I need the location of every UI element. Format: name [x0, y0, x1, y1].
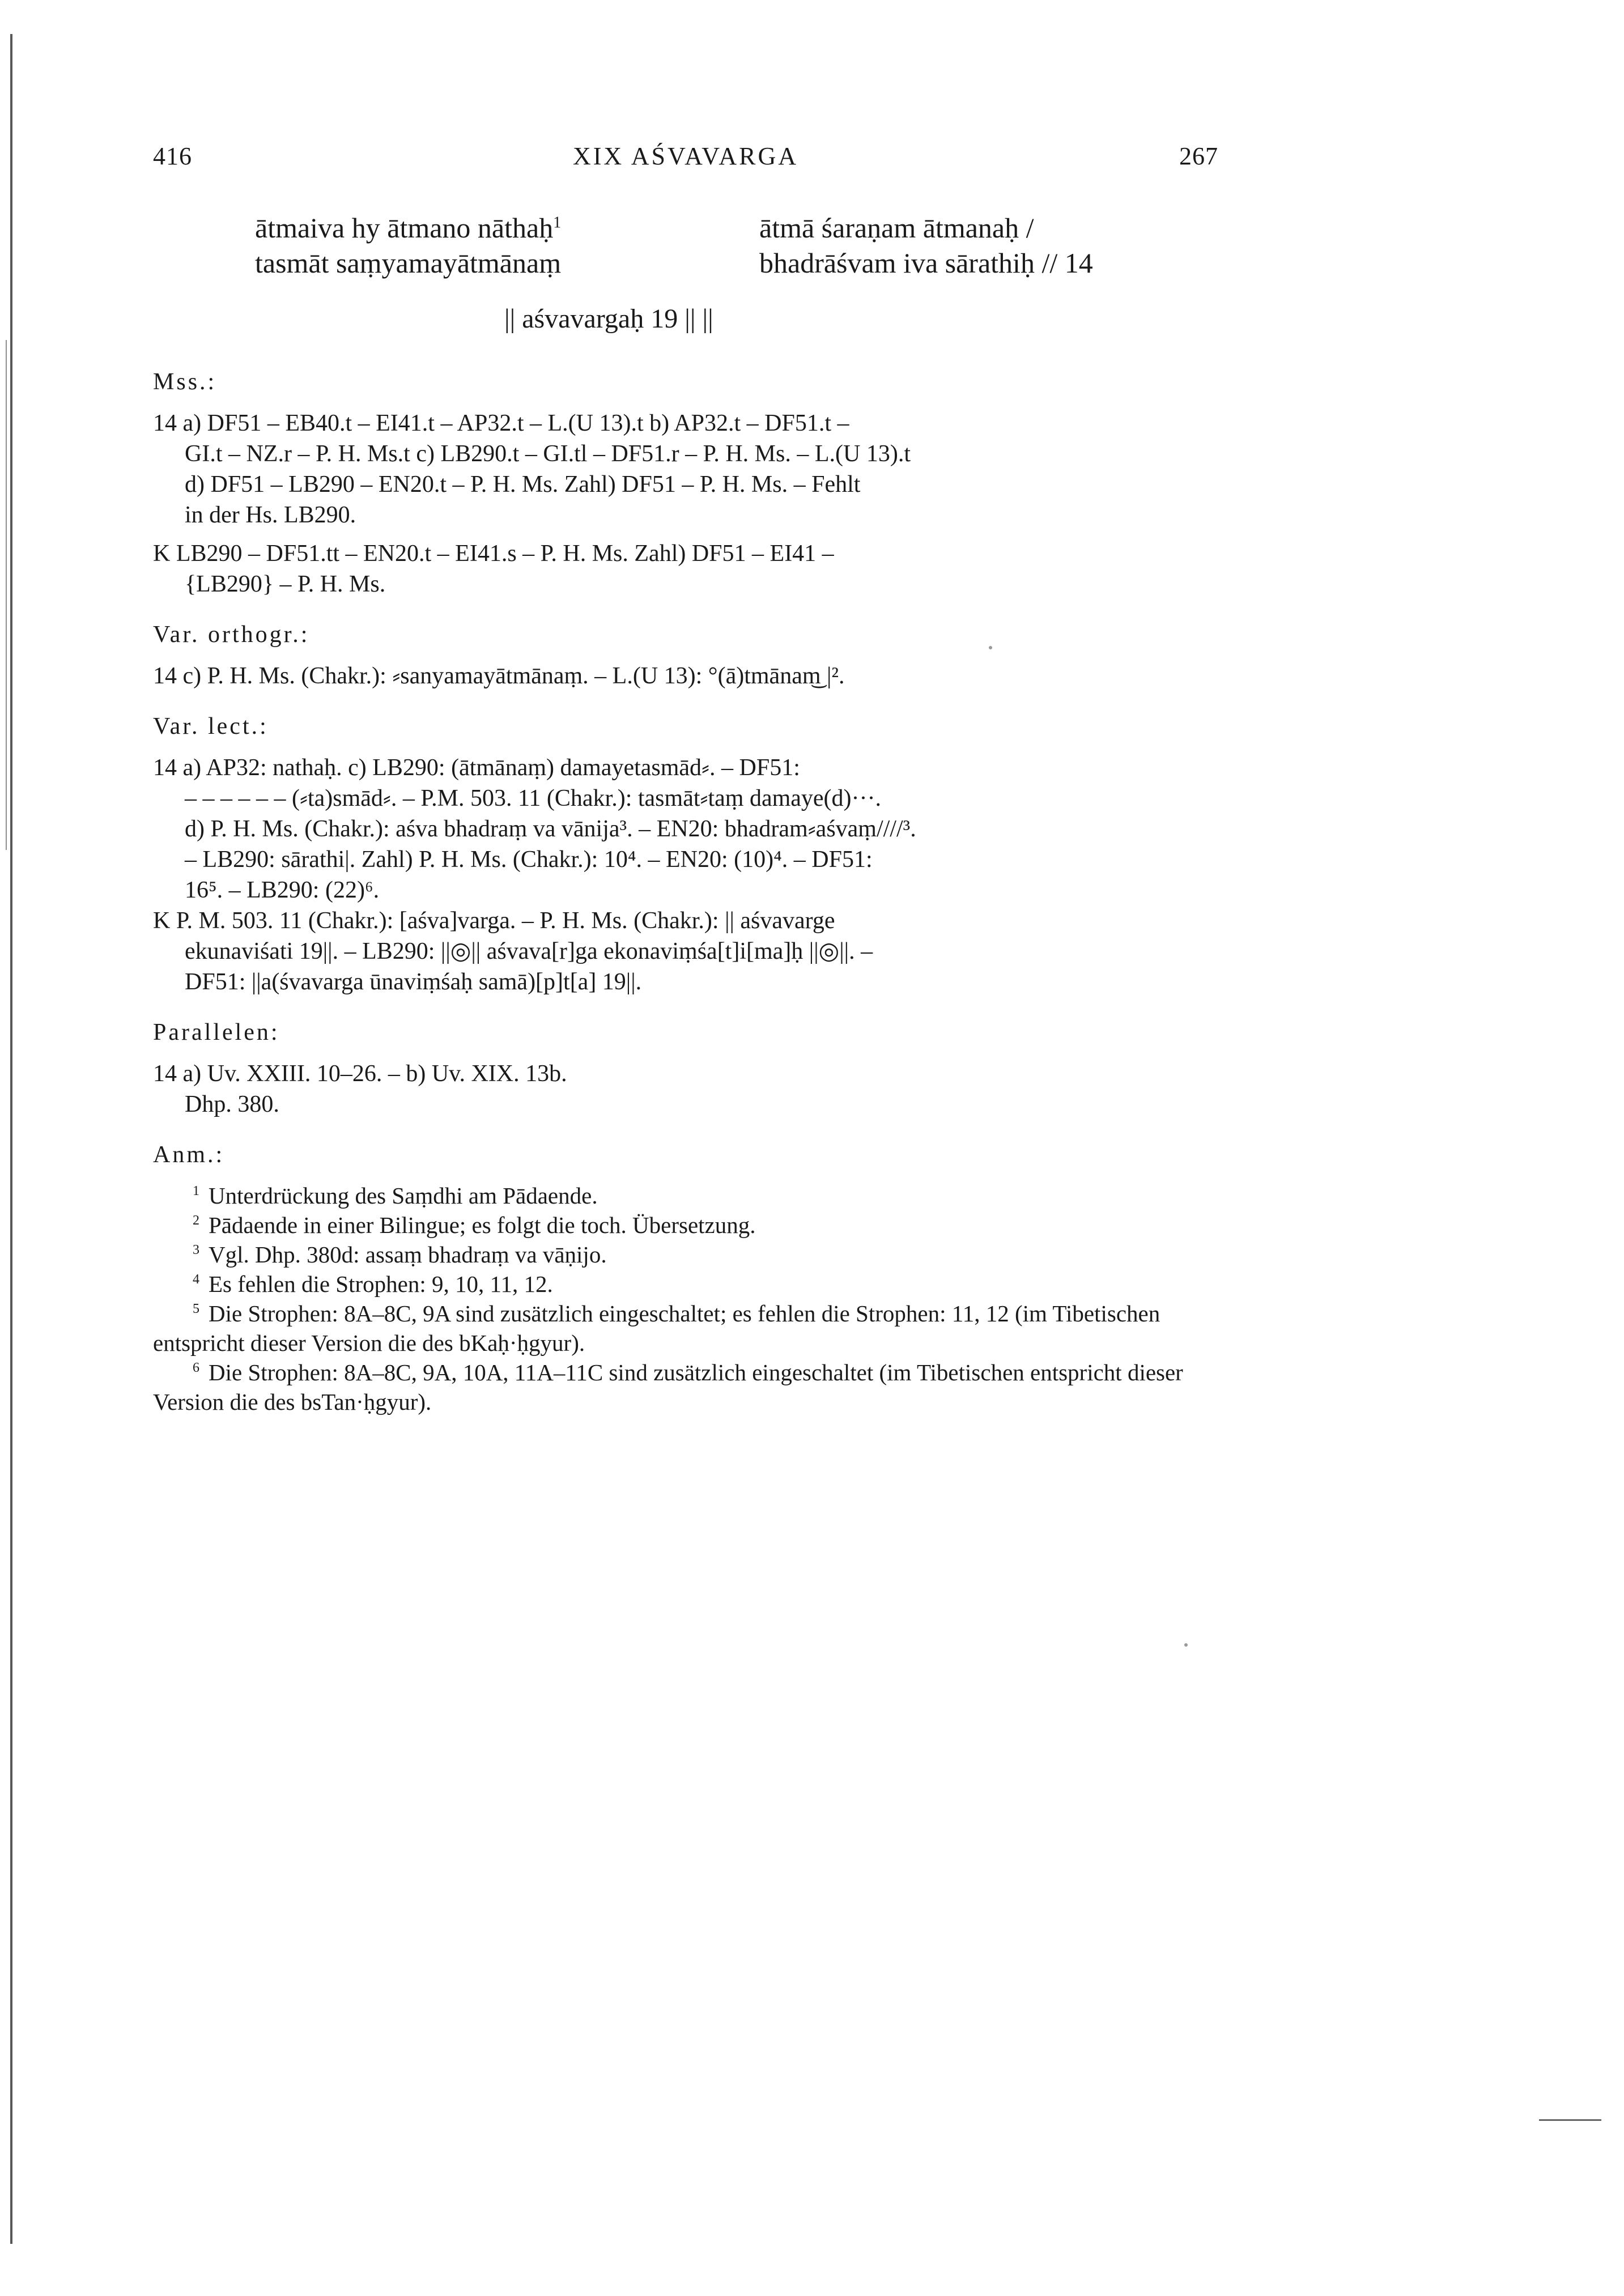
- mss-k-line: {LB290} – P. H. Ms.: [185, 571, 386, 597]
- footnote-number: 6: [193, 1360, 199, 1376]
- lect-k-line: K P. M. 503. 11 (Chakr.): [aśva]varga. – P. H. Ms. (Chakr.): || aśvavarge: [153, 908, 835, 934]
- scan-edge-left: [10, 34, 12, 2244]
- verse-line-2: [255, 245, 1218, 280]
- footnote-number: 2: [193, 1213, 199, 1228]
- section-label-orthogr: Var. orthogr.:: [153, 622, 310, 648]
- lect-k-line: DF51: ||a(śvavarga ūnaviṃśaḥ samā)[p]t[a] 19||.: [185, 969, 642, 995]
- mss-line: in der Hs. LB290.: [185, 502, 356, 528]
- section-label-parallelen: Parallelen:: [153, 1019, 280, 1045]
- running-head: [153, 142, 1218, 171]
- footnote-ref: 1: [553, 214, 562, 232]
- running-title: XIX AŚVAVARGA: [572, 142, 798, 170]
- parallelen-line: 14 a) Uv. XXIII. 10–26. – b) Uv. XIX. 13b.: [153, 1061, 567, 1087]
- lect-line: d) P. H. Ms. (Chakr.): aśva bhadraṃ va vānija³. – EN20: bhadram⸗aśvaṃ////³.: [185, 816, 916, 842]
- footnote: $^5$ Die Strophen: 8A–8C, 9A sind zusätzlich eingeschaltet; es fehlen die Strophen: 11, 12 (im Tibetischen entspricht dieser Version die des bKaḥ·ḥgyur).: [153, 1300, 1160, 1356]
- mss-line: GI.t – NZ.r – P. H. Ms.t c) LB290.t – GI.tl – DF51.r – P. H. Ms. – L.(U 13).t: [185, 441, 911, 467]
- mss-section: [153, 368, 1218, 599]
- lect-line: – LB290: sārathi|. Zahl) P. H. Ms. (Chakr.): 10⁴. – EN20: (10)⁴. – DF51:: [185, 847, 873, 873]
- verse-block: [255, 210, 1218, 280]
- scan-mark-right: [1539, 2119, 1601, 2121]
- orthogr-section: [153, 621, 1218, 691]
- footnote: $^2$ Pādaende in einer Bilingue; es folgt die toch. Übersetzung.: [193, 1212, 756, 1238]
- parallelen-line: Dhp. 380.: [185, 1091, 279, 1117]
- footnote-number: 4: [193, 1272, 199, 1287]
- section-label-lect: Var. lect.:: [153, 713, 269, 739]
- footnote-number: 3: [193, 1243, 199, 1258]
- lect-section: [153, 713, 1218, 997]
- footnote-number: 5: [193, 1302, 199, 1317]
- parallelen-section: [153, 1019, 1218, 1120]
- footnote: $^4$ Es fehlen die Strophen: 9, 10, 11, 12.: [193, 1271, 553, 1297]
- document-page: [153, 142, 1218, 1417]
- lect-k-line: ekunaviśati 19||. – LB290: ||◎|| aśvava[r]ga ekonaviṃśa[t]i[ma]ḥ ||◎||. –: [185, 938, 873, 964]
- pada-d: bhadrāśvam iva sārathiḥ // 14: [759, 247, 1093, 279]
- footnote: $^1$ Unterdrückung des Saṃdhi am Pādaende.: [193, 1183, 598, 1209]
- footnote-number: 1: [193, 1184, 199, 1199]
- section-label-mss: Mss.:: [153, 369, 217, 395]
- lect-line: 14 a) AP32: nathaḥ. c) LB290: (ātmānaṃ) damayetasmād⸗. – DF51:: [153, 755, 800, 781]
- pada-b: ātmā śaraṇam ātmanaḥ /: [759, 212, 1034, 244]
- pada-c: tasmāt saṃyamayātmānaṃ: [255, 247, 562, 279]
- section-label-anm: Anm.:: [153, 1142, 225, 1168]
- verse-line-1: [255, 210, 1218, 245]
- page-number-right: 267: [1179, 142, 1218, 170]
- mss-k-line: K LB290 – DF51.tt – EN20.t – EI41.s – P. H. Ms. Zahl) DF51 – EI41 –: [153, 541, 834, 567]
- pada-a: ātmaiva hy ātmano nāthaḥ$^1$: [255, 212, 562, 244]
- scan-edge-left-inner: [6, 340, 7, 850]
- page-number-left: 416: [153, 142, 192, 170]
- colophon: || aśvavargaḥ 19 || ||: [504, 304, 713, 334]
- mss-line: 14 a) DF51 – EB40.t – EI41.t – AP32.t – L.(U 13).t b) AP32.t – DF51.t –: [153, 410, 849, 436]
- mss-line: d) DF51 – LB290 – EN20.t – P. H. Ms. Zahl) DF51 – P. H. Ms. – Fehlt: [185, 471, 861, 498]
- anm-section: [153, 1141, 1218, 1417]
- scan-speck: [1184, 1643, 1188, 1647]
- footnote: $^6$ Die Strophen: 8A–8C, 9A, 10A, 11A–11C sind zusätzlich eingeschaltet (im Tibetischen entspricht dieser Version die des bsTan·ḥgyur).: [153, 1359, 1183, 1415]
- lect-line: – – – – – – (⸗ta)smād⸗. – P.M. 503. 11 (Chakr.): tasmāt⸗taṃ damaye(d)···.: [185, 785, 881, 811]
- orthogr-line: 14 c) P. H. Ms. (Chakr.): ⸗sanyamayātmānaṃ. – L.(U 13): °(ā)tmānam͜ |².: [153, 663, 845, 689]
- lect-line: 16⁵. – LB290: (22)⁶.: [185, 877, 380, 903]
- footnote: $^3$ Vgl. Dhp. 380d: assaṃ bhadraṃ va vāṇijo.: [193, 1241, 607, 1268]
